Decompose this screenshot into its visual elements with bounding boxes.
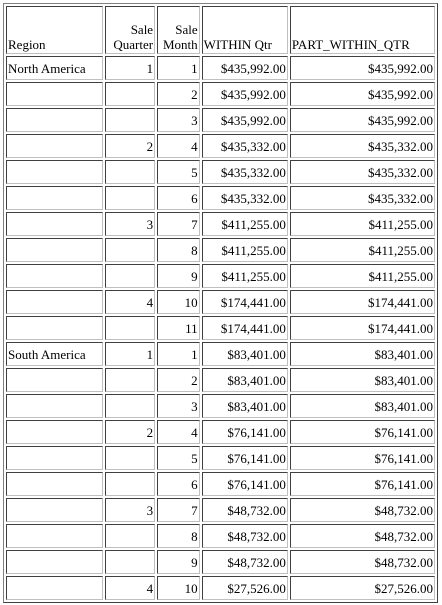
cell-sale-month: 6	[157, 186, 200, 210]
cell-region	[6, 446, 103, 470]
header-label-line: Month	[163, 37, 198, 52]
cell-part-within-qtr: $411,255.00	[290, 238, 435, 262]
header-label-line: Quarter	[113, 37, 154, 52]
cell-within-qtr: $83,401.00	[202, 342, 288, 366]
cell-part-within-qtr: $174,441.00	[290, 316, 435, 340]
column-header-region: Region	[6, 6, 103, 54]
table-row	[6, 108, 435, 132]
report-table	[3, 3, 438, 603]
cell-part-within-qtr: $76,141.00	[290, 446, 435, 470]
table-row	[6, 394, 435, 418]
cell-sale-month: 2	[157, 82, 200, 106]
table-body	[6, 56, 435, 600]
cell-within-qtr: $435,992.00	[202, 108, 288, 132]
header-label-line: Sale	[175, 22, 198, 37]
cell-sale-quarter	[105, 550, 155, 574]
cell-region	[6, 290, 103, 314]
cell-region: North America	[6, 56, 103, 80]
cell-sale-month: 3	[157, 108, 200, 132]
cell-region	[6, 186, 103, 210]
table-row	[6, 134, 435, 158]
table-row	[6, 56, 435, 80]
cell-sale-month: 9	[157, 550, 200, 574]
cell-sale-quarter	[105, 238, 155, 262]
table-row	[6, 498, 435, 522]
cell-sale-quarter	[105, 108, 155, 132]
cell-region	[6, 316, 103, 340]
cell-region	[6, 134, 103, 158]
cell-sale-month: 5	[157, 446, 200, 470]
cell-region	[6, 108, 103, 132]
cell-within-qtr: $83,401.00	[202, 394, 288, 418]
cell-sale-quarter: 3	[105, 212, 155, 236]
table-row	[6, 238, 435, 262]
cell-sale-quarter	[105, 368, 155, 392]
table-row	[6, 342, 435, 366]
table-row	[6, 446, 435, 470]
table-row	[6, 524, 435, 548]
cell-sale-month: 8	[157, 238, 200, 262]
cell-sale-quarter: 2	[105, 420, 155, 444]
cell-within-qtr: $435,332.00	[202, 186, 288, 210]
cell-sale-quarter	[105, 82, 155, 106]
cell-part-within-qtr: $83,401.00	[290, 368, 435, 392]
header-row	[6, 6, 435, 54]
cell-within-qtr: $435,332.00	[202, 134, 288, 158]
cell-sale-quarter	[105, 316, 155, 340]
table-header	[6, 6, 435, 54]
table-row	[6, 212, 435, 236]
table-row	[6, 290, 435, 314]
table-row	[6, 420, 435, 444]
cell-region	[6, 238, 103, 262]
cell-region	[6, 524, 103, 548]
cell-part-within-qtr: $48,732.00	[290, 524, 435, 548]
cell-sale-month: 8	[157, 524, 200, 548]
cell-sale-month: 9	[157, 264, 200, 288]
cell-part-within-qtr: $435,332.00	[290, 186, 435, 210]
table-row	[6, 472, 435, 496]
cell-sale-quarter	[105, 472, 155, 496]
cell-part-within-qtr: $435,992.00	[290, 56, 435, 80]
cell-part-within-qtr: $83,401.00	[290, 342, 435, 366]
cell-sale-month: 7	[157, 498, 200, 522]
cell-sale-month: 5	[157, 160, 200, 184]
cell-sale-month: 1	[157, 56, 200, 80]
cell-sale-month: 10	[157, 290, 200, 314]
table-row	[6, 264, 435, 288]
cell-sale-month: 2	[157, 368, 200, 392]
table-row	[6, 82, 435, 106]
table-row	[6, 186, 435, 210]
cell-sale-quarter	[105, 394, 155, 418]
column-header-within-qtr: WITHIN Qtr	[202, 6, 288, 54]
cell-part-within-qtr: $435,332.00	[290, 160, 435, 184]
cell-sale-month: 3	[157, 394, 200, 418]
cell-part-within-qtr: $411,255.00	[290, 212, 435, 236]
table-row	[6, 576, 435, 600]
cell-part-within-qtr: $435,332.00	[290, 134, 435, 158]
cell-within-qtr: $76,141.00	[202, 420, 288, 444]
cell-part-within-qtr: $83,401.00	[290, 394, 435, 418]
cell-sale-quarter: 1	[105, 56, 155, 80]
cell-sale-quarter: 4	[105, 576, 155, 600]
cell-part-within-qtr: $48,732.00	[290, 550, 435, 574]
header-label-line: Sale	[130, 22, 154, 37]
column-header-sale-quarter	[105, 6, 155, 54]
table-row	[6, 316, 435, 340]
cell-region	[6, 472, 103, 496]
cell-sale-quarter: 3	[105, 498, 155, 522]
cell-part-within-qtr: $76,141.00	[290, 472, 435, 496]
cell-part-within-qtr: $435,992.00	[290, 82, 435, 106]
cell-region	[6, 212, 103, 236]
cell-within-qtr: $48,732.00	[202, 498, 288, 522]
table-row	[6, 368, 435, 392]
cell-within-qtr: $27,526.00	[202, 576, 288, 600]
cell-sale-month: 4	[157, 134, 200, 158]
cell-region	[6, 264, 103, 288]
cell-within-qtr: $83,401.00	[202, 368, 288, 392]
cell-region	[6, 394, 103, 418]
cell-part-within-qtr: $174,441.00	[290, 290, 435, 314]
cell-within-qtr: $435,992.00	[202, 82, 288, 106]
cell-part-within-qtr: $435,992.00	[290, 108, 435, 132]
cell-within-qtr: $435,332.00	[202, 160, 288, 184]
cell-sale-month: 6	[157, 472, 200, 496]
cell-sale-quarter: 1	[105, 342, 155, 366]
cell-sale-quarter	[105, 446, 155, 470]
cell-sale-month: 11	[157, 316, 200, 340]
cell-region	[6, 368, 103, 392]
cell-part-within-qtr: $76,141.00	[290, 420, 435, 444]
cell-within-qtr: $411,255.00	[202, 264, 288, 288]
cell-sale-quarter	[105, 160, 155, 184]
cell-region	[6, 498, 103, 522]
cell-region	[6, 420, 103, 444]
cell-sale-month: 7	[157, 212, 200, 236]
cell-part-within-qtr: $27,526.00	[290, 576, 435, 600]
cell-sale-month: 1	[157, 342, 200, 366]
cell-sale-quarter: 4	[105, 290, 155, 314]
cell-within-qtr: $174,441.00	[202, 316, 288, 340]
cell-within-qtr: $411,255.00	[202, 238, 288, 262]
column-header-part-within-qtr: PART_WITHIN_QTR	[290, 6, 435, 54]
cell-sale-quarter: 2	[105, 134, 155, 158]
table-row	[6, 160, 435, 184]
cell-within-qtr: $174,441.00	[202, 290, 288, 314]
cell-region: South America	[6, 342, 103, 366]
cell-sale-quarter	[105, 264, 155, 288]
cell-region	[6, 160, 103, 184]
cell-within-qtr: $48,732.00	[202, 550, 288, 574]
cell-sale-month: 10	[157, 576, 200, 600]
cell-region	[6, 82, 103, 106]
cell-within-qtr: $435,992.00	[202, 56, 288, 80]
cell-sale-quarter	[105, 524, 155, 548]
cell-part-within-qtr: $48,732.00	[290, 498, 435, 522]
cell-part-within-qtr: $411,255.00	[290, 264, 435, 288]
cell-within-qtr: $76,141.00	[202, 446, 288, 470]
cell-sale-month: 4	[157, 420, 200, 444]
cell-region	[6, 550, 103, 574]
table-row	[6, 550, 435, 574]
cell-within-qtr: $411,255.00	[202, 212, 288, 236]
cell-sale-quarter	[105, 186, 155, 210]
cell-region	[6, 576, 103, 600]
column-header-sale-month	[157, 6, 200, 54]
cell-within-qtr: $76,141.00	[202, 472, 288, 496]
cell-within-qtr: $48,732.00	[202, 524, 288, 548]
